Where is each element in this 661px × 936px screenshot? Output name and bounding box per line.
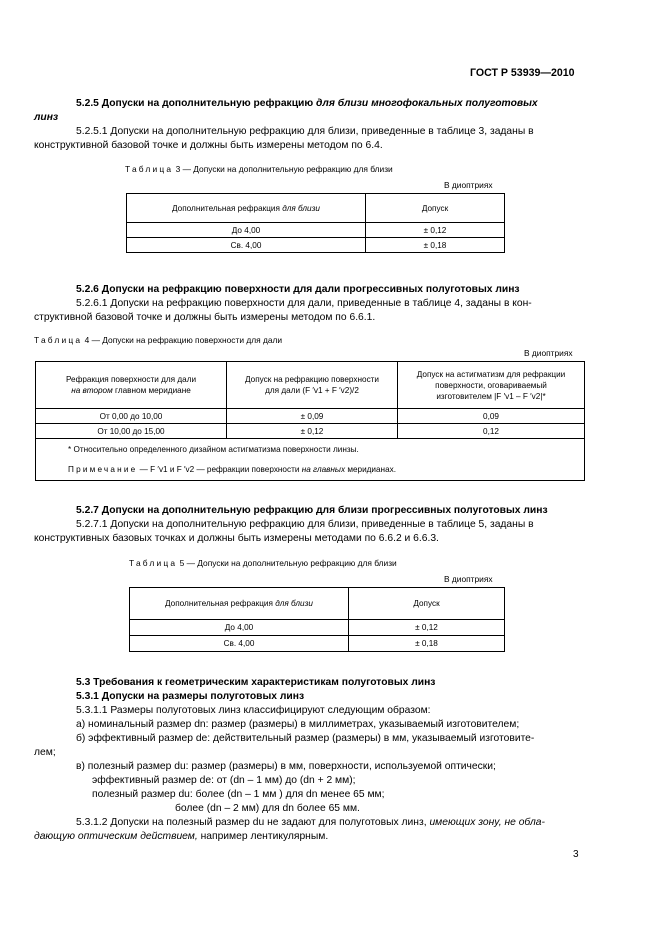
table5-units: В диоптриях bbox=[444, 574, 493, 584]
table4 bbox=[35, 361, 585, 481]
item-c-line1: в) полезный размер du: размер (размеры) в мм, поверхности, используемой оптически; bbox=[76, 761, 496, 772]
table5-cell: ± 0,18 bbox=[349, 636, 505, 652]
section-5-2-6-heading: 5.2.6 Допуски на рефракцию поверхности для дали прогрессивных полуготовых линз bbox=[76, 284, 520, 295]
table3-cell: ± 0,18 bbox=[366, 238, 505, 253]
caption-word: Таблица bbox=[129, 558, 178, 568]
item-c-line3: полезный размер du: более (dn – 1 мм ) для dn менее 65 мм; bbox=[92, 789, 385, 800]
paragraph-5-3-1-2-line2: дающую оптическим действием, например лентикулярным. bbox=[34, 831, 329, 842]
table4-caption bbox=[34, 335, 282, 345]
section-5-2-5-heading bbox=[76, 97, 538, 111]
table4-cell: 0,09 bbox=[398, 409, 585, 424]
heading-italic: для близи многофокальных полуготовых bbox=[316, 98, 538, 109]
table5-cell: ± 0,12 bbox=[349, 620, 505, 636]
table4-header-col3: Допуск на астигматизм для рефракции поверхности, оговариваемый изготовителем |F ′v1 – F ′v2|* bbox=[398, 362, 585, 409]
table-row bbox=[127, 223, 505, 238]
table4-notes-row bbox=[36, 439, 585, 481]
table3-caption bbox=[125, 164, 393, 174]
heading-text: Допуски на дополнительную рефракцию bbox=[101, 98, 314, 109]
paragraph-5-3-1-1: 5.3.1.1 Размеры полуготовых линз классифицируют следующим образом: bbox=[76, 705, 431, 716]
table-row bbox=[130, 636, 505, 652]
table-row bbox=[36, 424, 585, 439]
caption-word: Таблица bbox=[34, 335, 83, 345]
table5-caption bbox=[129, 558, 397, 568]
table4-notes bbox=[36, 439, 585, 481]
item-b-line1: б) эффективный размер de: действительный размер (размеры) в мм, указываемый изготовите- bbox=[76, 733, 535, 744]
caption-word: Таблица bbox=[125, 164, 174, 174]
paragraph-5-2-6-1-line2: структивной базовой точке и должны быть измерены методом по 6.6.1. bbox=[34, 312, 376, 323]
caption-text: 3 — Допуски на дополнительную рефракцию для близи bbox=[175, 164, 393, 174]
table-row bbox=[127, 238, 505, 253]
page-number: 3 bbox=[573, 849, 579, 860]
section-5-3-1-heading: 5.3.1 Допуски на размеры полуготовых линз bbox=[76, 691, 305, 702]
table5-header-col2: Допуск bbox=[349, 588, 505, 620]
paragraph-5-2-7-1-line2: конструктивных базовых точках и должны быть измерены методами по 6.6.2 и 6.6.3. bbox=[34, 533, 439, 544]
table5-header-col1: Дополнительная рефракция для близи bbox=[130, 588, 349, 620]
item-c-line4: более (dn – 2 мм) для dn более 65 мм. bbox=[175, 803, 360, 814]
table4-header-col2: Допуск на рефракцию поверхности для дали (F ′v1 + F ′v2)/2 bbox=[227, 362, 398, 409]
caption-text: 5 — Допуски на дополнительную рефракцию для близи bbox=[179, 558, 397, 568]
table4-cell: 0,12 bbox=[398, 424, 585, 439]
table5-cell: Св. 4,00 bbox=[130, 636, 349, 652]
item-b-line2: лем; bbox=[34, 747, 56, 758]
table5-cell: До 4,00 bbox=[130, 620, 349, 636]
item-a: а) номинальный размер dn: размер (размеры) в миллиметрах, указываемый изготовителем; bbox=[76, 719, 520, 730]
caption-text: 4 — Допуски на рефракцию поверхности для дали bbox=[84, 335, 283, 345]
table4-footnote: * Относительно определенного дизайном астигматизма поверхности линзы. bbox=[68, 445, 359, 454]
table3-header-col1: Дополнительная рефракция для близи bbox=[127, 194, 366, 223]
table4-header-col1: Рефракция поверхности для дали на втором главном меридиане bbox=[36, 362, 227, 409]
table3-cell: Св. 4,00 bbox=[127, 238, 366, 253]
table3 bbox=[126, 193, 505, 253]
table-row bbox=[36, 409, 585, 424]
paragraph-5-2-5-1-line1: 5.2.5.1 Допуски на дополнительную рефракцию для близи, приведенные в таблице 3, заданы в bbox=[76, 126, 534, 137]
table4-cell: От 0,00 до 10,00 bbox=[36, 409, 227, 424]
section-5-2-7-heading: 5.2.7 Допуски на дополнительную рефракцию для близи прогрессивных полуготовых линз bbox=[76, 505, 548, 516]
paragraph-5-2-5-1-line2: конструктивной базовой точке и должны быть измерены методом по 6.4. bbox=[34, 140, 383, 151]
table3-cell: До 4,00 bbox=[127, 223, 366, 238]
table4-cell: ± 0,09 bbox=[227, 409, 398, 424]
table4-note: Примечание — F ′v1 и F ′v2 — рефракции поверхности на главных меридианах. bbox=[68, 465, 396, 474]
standard-code: ГОСТ Р 53939—2010 bbox=[470, 67, 575, 79]
heading-italic-continuation: линз bbox=[34, 112, 59, 123]
section-5-3-heading: 5.3 Требования к геометрическим характеристикам полуготовых линз bbox=[76, 677, 436, 688]
table3-cell: ± 0,12 bbox=[366, 223, 505, 238]
table3-header-col2: Допуск bbox=[366, 194, 505, 223]
paragraph-5-2-6-1-line1: 5.2.6.1 Допуски на рефракцию поверхности для дали, приведенные в таблице 4, заданы в кон- bbox=[76, 298, 532, 309]
table4-cell: ± 0,12 bbox=[227, 424, 398, 439]
heading-number: 5.2.5 bbox=[76, 98, 99, 109]
table3-units: В диоптриях bbox=[444, 180, 493, 190]
item-c-line2: эффективный размер de: от (dn – 1 мм) до (dn + 2 мм); bbox=[92, 775, 356, 786]
table4-cell: От 10,00 до 15,00 bbox=[36, 424, 227, 439]
table-row bbox=[130, 620, 505, 636]
table5 bbox=[129, 587, 505, 652]
paragraph-5-3-1-2-line1: 5.3.1.2 Допуски на полезный размер du не задают для полуготовых линз, имеющих зону, не обла- bbox=[76, 817, 545, 828]
table4-units: В диоптриях bbox=[524, 348, 573, 358]
paragraph-5-2-7-1-line1: 5.2.7.1 Допуски на дополнительную рефракцию для близи, приведенные в таблице 5, заданы в bbox=[76, 519, 534, 530]
